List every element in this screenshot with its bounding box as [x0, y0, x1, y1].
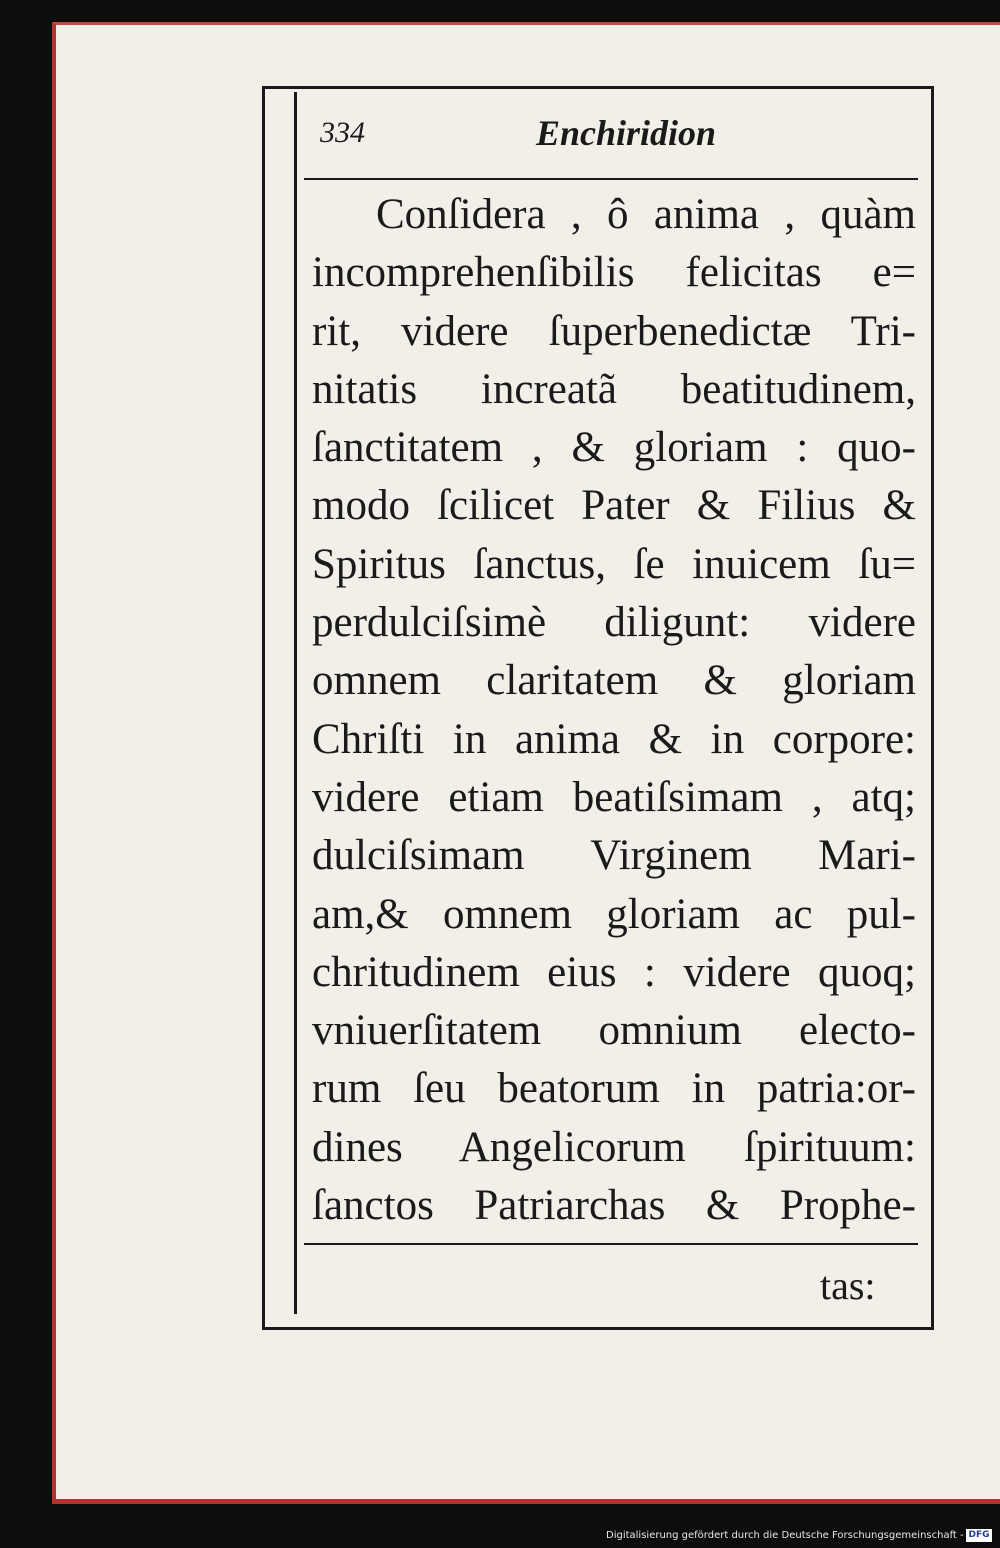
dfg-logo-icon: DFG: [966, 1529, 992, 1542]
text-line: Conſidera , ô anima , quàm: [376, 191, 916, 238]
text-line: omnem claritatem & gloriam: [312, 657, 916, 705]
text-line: Chriſti in anima & in corpore:: [312, 715, 916, 763]
text-line: ſanctitatem , & gloriam : quo-: [312, 424, 916, 472]
header-rule: [304, 178, 918, 180]
text-line: ſanctos Patriarchas & Prophe-: [312, 1182, 916, 1230]
text-line: nitatis increatã beatitudinem,: [312, 365, 916, 413]
footer-rule: [304, 1243, 918, 1245]
text-line: videre etiam beatiſsimam , atq;: [312, 773, 916, 821]
text-line: dines Angelicorum ſpirituum:: [312, 1123, 916, 1171]
text-line: rum ſeu beatorum in patria:or-: [312, 1065, 916, 1113]
catchword: tas:: [820, 1263, 876, 1308]
text-line: rit, videre ſuperbenedictæ Tri-: [312, 307, 916, 355]
text-line: Spiritus ſanctus, ſe inuicem ſu=: [312, 540, 916, 588]
text-line: dulciſsimam Virginem Mari-: [312, 832, 916, 880]
body-text: [312, 186, 916, 1235]
frame-inner-rule: [294, 92, 297, 1314]
text-line: perdulciſsimè diligunt: videre: [312, 599, 916, 647]
text-line: modo ſcilicet Pater & Filius &: [312, 482, 916, 530]
running-title: Enchiridion: [536, 113, 717, 153]
page-number: 334: [320, 116, 365, 149]
text-line: incomprehenſibilis felicitas e=: [312, 249, 916, 297]
text-line: chritudinem eius : videre quoq;: [312, 948, 916, 996]
digitization-credit: Digitalisierung gefördert durch die Deutsche Forschungsgemeinschaft -: [606, 1530, 964, 1541]
text-line: vniuerſitatem omnium electo-: [312, 1007, 916, 1055]
text-line: am,& omnem gloriam ac pul-: [312, 890, 916, 938]
